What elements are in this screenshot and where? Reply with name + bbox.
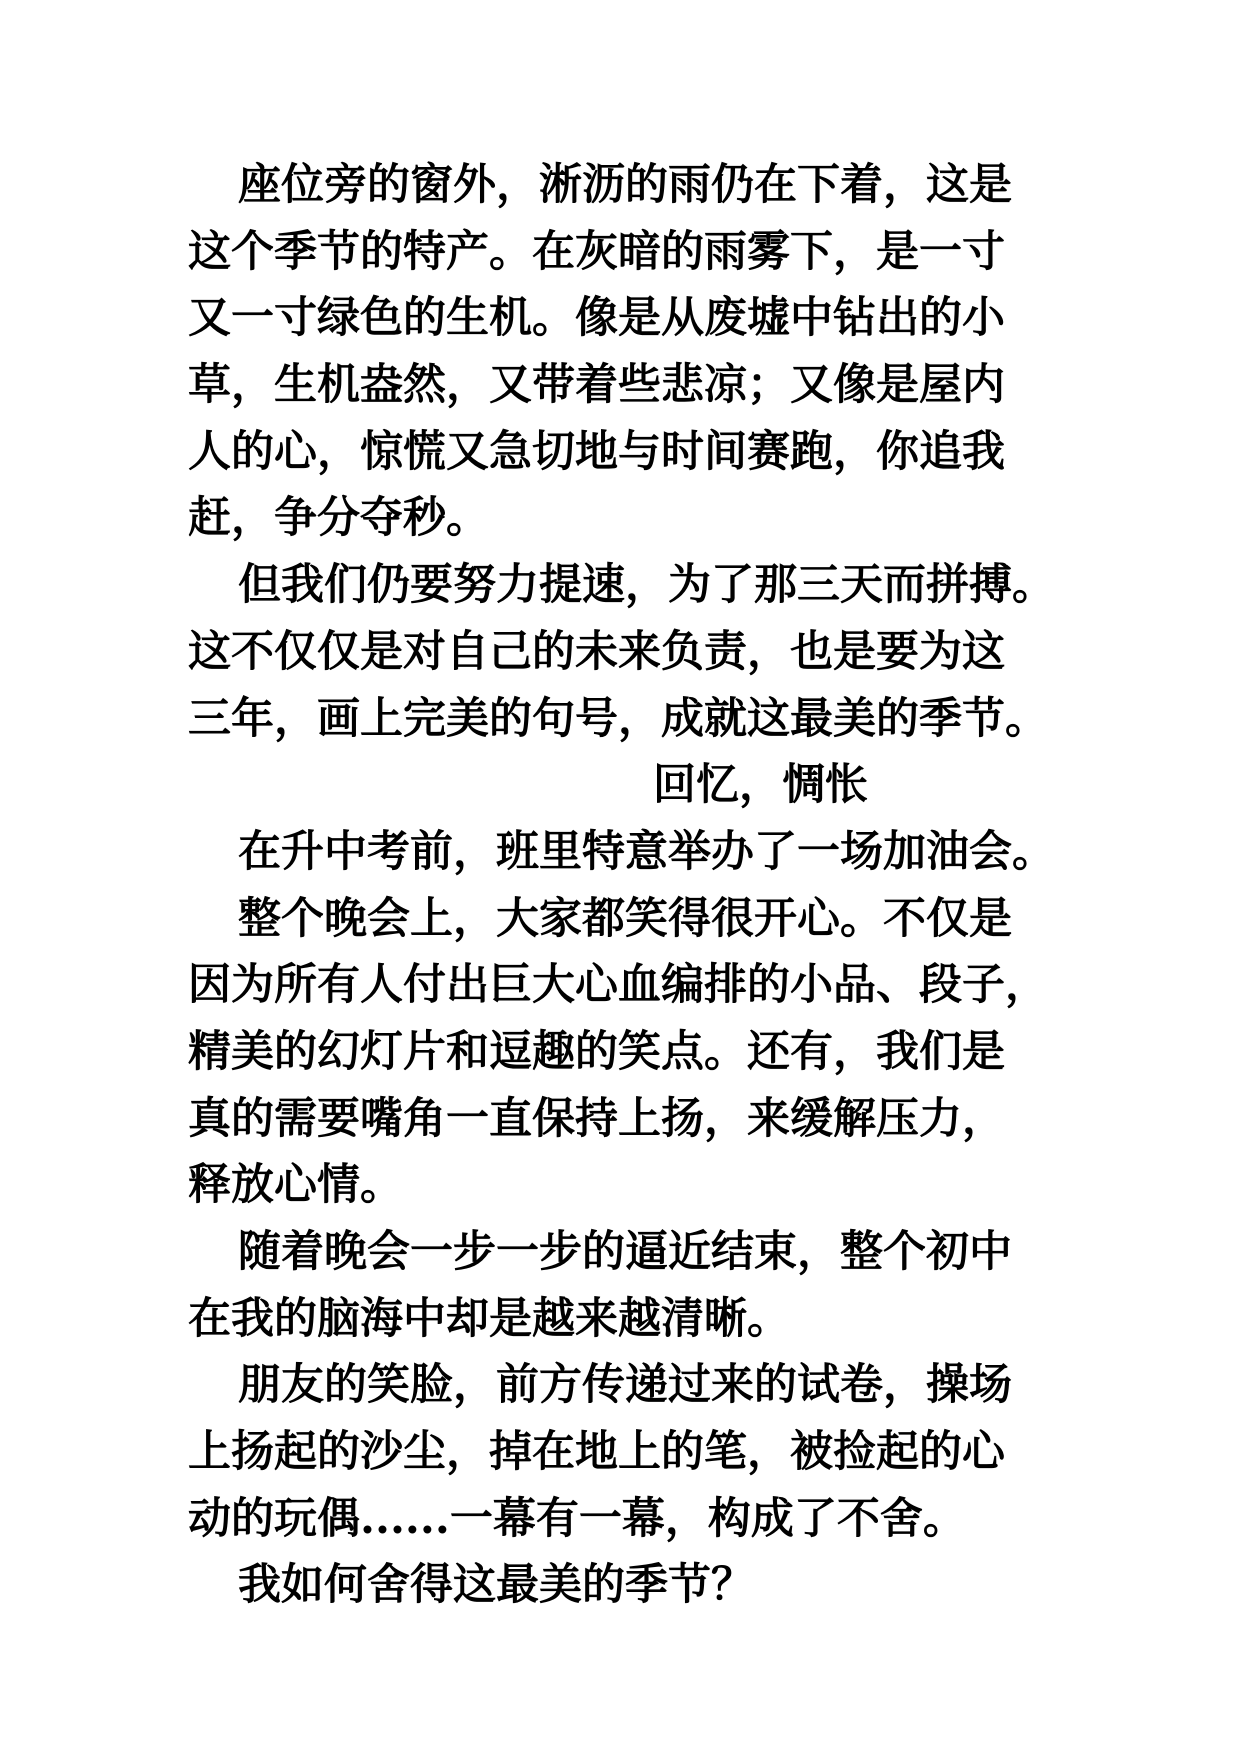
text-line: 在我的脑海中却是越来越清晰。 bbox=[188, 1293, 790, 1344]
text-line: 精美的幻灯片和逗趣的笑点。还有，我们是 bbox=[188, 1026, 1005, 1077]
text-line: 我如何舍得这最美的季节？ bbox=[238, 1560, 754, 1611]
text-line: 这不仅仅是对自己的未来负责，也是要为这 bbox=[188, 626, 1005, 677]
text-line: 这个季节的特产。在灰暗的雨雾下，是一寸 bbox=[188, 226, 1005, 277]
text-line: 座位旁的窗外，淅沥的雨仍在下着，这是 bbox=[238, 160, 1012, 210]
text-line: 赶，争分夺秒。 bbox=[188, 493, 489, 544]
text-line: 人的心，惊慌又急切地与时间赛跑，你追我 bbox=[188, 426, 1005, 477]
text-line: 释放心情。 bbox=[188, 1160, 403, 1211]
text-line: 上扬起的沙尘，掉在地上的笔，被捡起的心 bbox=[188, 1427, 1005, 1478]
text-line: 在升中考前，班里特意举办了一场加油会。 bbox=[238, 826, 1055, 877]
text-line: 但我们仍要努力提速，为了那三天而拼搏。 bbox=[238, 560, 1055, 611]
text-line: 因为所有人付出巨大心血编排的小品、段子， bbox=[188, 960, 1048, 1011]
essay-text bbox=[188, 152, 1188, 1619]
text-line: 三年，画上完美的句号，成就这最美的季节。 bbox=[188, 693, 1048, 744]
text-line: 朋友的笑脸，前方传递过来的试卷，操场 bbox=[238, 1360, 1012, 1411]
text-line: 又一寸绿色的生机。像是从废墟中钻出的小 bbox=[188, 293, 1005, 344]
text-line: 动的玩偶......一幕有一幕，构成了不舍。 bbox=[188, 1493, 966, 1544]
text-line: 真的需要嘴角一直保持上扬，来缓解压力， bbox=[188, 1093, 1005, 1144]
text-line: 草，生机盎然，又带着些悲凉；又像是屋内 bbox=[188, 360, 1005, 411]
text-line: 随着晚会一步一步的逼近结束，整个初中 bbox=[238, 1227, 1012, 1277]
text-line: 整个晚会上，大家都笑得很开心。不仅是 bbox=[238, 893, 1012, 944]
section-heading: 回忆，惆怅 bbox=[653, 760, 868, 811]
